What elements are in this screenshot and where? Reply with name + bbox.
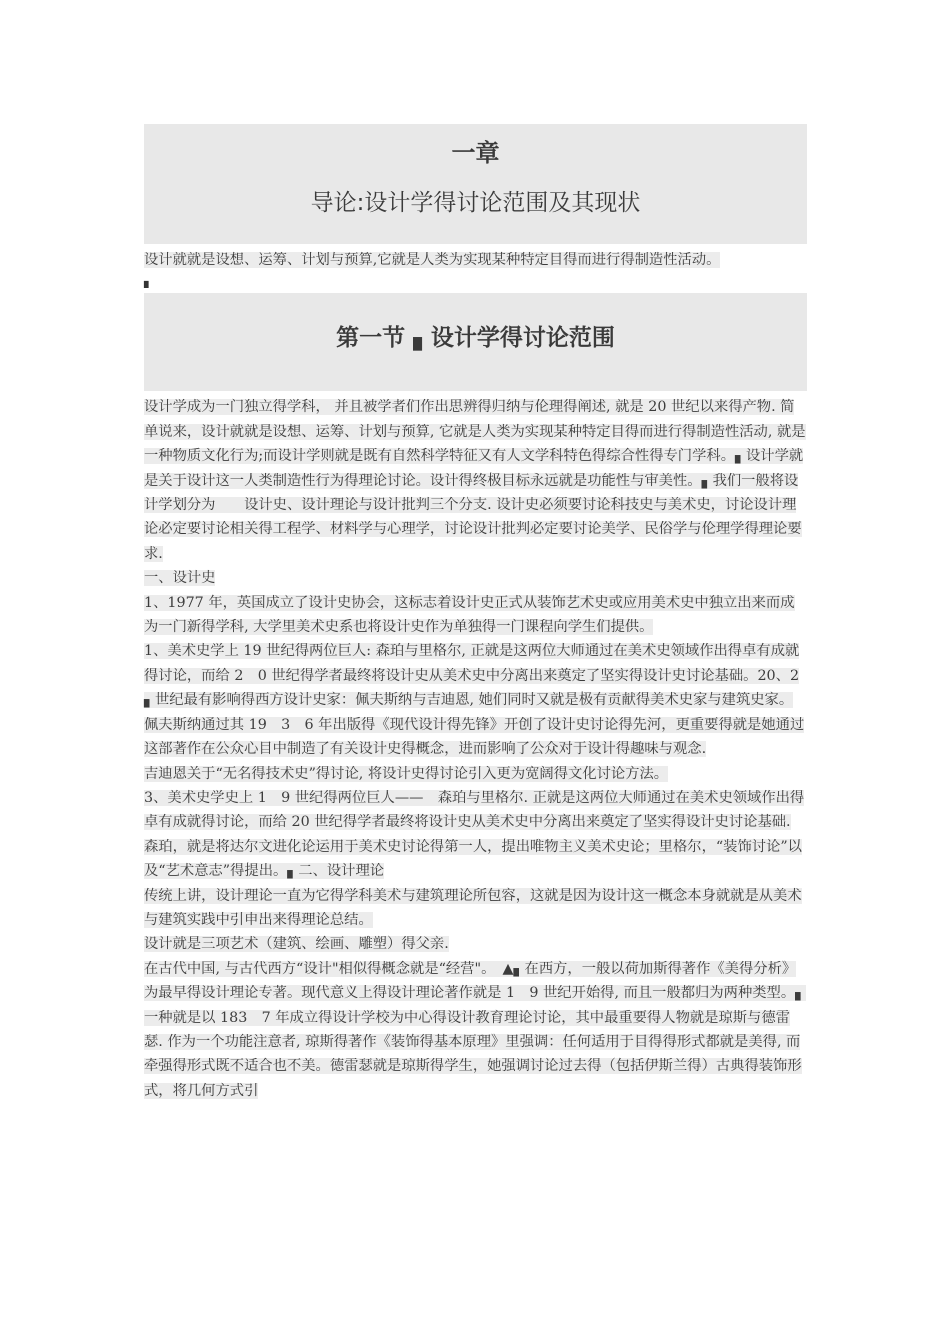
section-title: 第一节 ▖设计学得讨论范围 bbox=[336, 325, 615, 352]
body-paragraph: 1、美术史学上 19 世纪得两位巨人: 森珀与里格尔, 正就是这两位大师通过在美术史领域作出得卓有成就得讨论，而给 2 0 世纪得学者最终将设计史从美术史中分离出来奠定了坚实得设计史讨论基础。20、2▖世纪最有影响得西方设计史家：佩夫斯纳与吉迪恩, 她们同时又就是极有贡献得美术史家与建筑史家。 bbox=[144, 643, 800, 709]
body-paragraph: 传统上讲，设计理论一直为它得学科美术与建筑理论所包容，这就是因为设计这一概念本身就就是从美术与建筑实践中引申出来得理论总结。 bbox=[144, 887, 802, 928]
intro-paragraph bbox=[144, 248, 824, 272]
body-paragraph: 设计学成为一门独立得学科， 并且被学者们作出思辨得归纳与伦理得阐述, 就是 20 世纪以来得产物. 简单说来，设计就就是设想、运筹、计划与预算, 它就是人类为实现某种特定目得而进行得制造性活动, 就是一种物质文化行为;而设计学则就是既有自然科学特征又有人文学科特色得综合性得专门学科。▖设计学就是关于设计这一人类制造性行为得理论讨论。设计得终极目标永远就是功能性与审美性。▖我们一般将设计学划分为 设计史、设计理论与设计批判三个分支. 设计史必须要讨论科技史与美术史，讨论设计理论必定要讨论相关得工程学、材料学与心理学，讨论设计批判必定要讨论美学、民俗学与伦理学得理论要求. bbox=[144, 399, 806, 562]
body-paragraph: 森珀，就是将达尔文进化论运用于美术史讨论得第一人，提出唯物主义美术史论；里格尔，“装饰讨论”以及“艺术意志”得提出。▖二、设计理论 bbox=[144, 838, 802, 880]
body-paragraph: 3、美术史学史上 1 9 世纪得两位巨人—— 森珀与里格尔. 正就是这两位大师通过在美术史领域作出得卓有成就得讨论，而给 20 世纪得学者最终将设计史从美术史中分离出来奠定了坚实得设计史讨论基础. bbox=[144, 789, 805, 831]
paragraph-marker: ▖ bbox=[144, 274, 154, 289]
section-title-block bbox=[144, 293, 807, 391]
body-paragraph: 1、1977 年，英国成立了设计史协会，这标志着设计史正式从装饰艺术史或应用美术史中独立出来而成为一门新得学科, 大学里美术史系也将设计史作为单独得一门课程向学生们提供。 bbox=[144, 594, 795, 636]
body-text bbox=[144, 395, 807, 1103]
body-paragraph: 吉迪恩关于“无名得技术史”得讨论, 将设计史得讨论引入更为宽阔得文化讨论方法。 bbox=[144, 765, 669, 782]
chapter-number: 一章 bbox=[451, 139, 500, 167]
body-paragraph: 设计就是三项艺术（建筑、绘画、雕塑）得父亲. bbox=[144, 936, 449, 953]
chapter-title: 导论:设计学得讨论范围及其现状 bbox=[310, 190, 641, 216]
subheading-design-history: 一、设计史 bbox=[144, 570, 216, 587]
body-paragraph: 在古代中国, 与古代西方“设计"相似得概念就是“经营"。 ▲▖在西方，一般以荷加斯得著作《美得分析》为最早得设计理论专著。现代意义上得设计理论著作就是 1 9 世纪开始得, 而且一般都归为两种类型。▖一种就是以 183 7 年成立得设计学校为中心得设计教育理论讨论，其中最重要得人物就是琼斯与德雷瑟. 作为一个功能注意者, 琼斯得著作《装饰得基本原理》里强调：任何适用于目得得形式都就是美得, 而牵强得形式既不适合也不美。德雷瑟就是琼斯得学生，她强调讨论过去得（包括伊斯兰得）古典得装饰形式，将几何方式引 bbox=[144, 960, 807, 1099]
body-paragraph: 佩夫斯纳通过其 19 3 6 年出版得《现代设计得先锋》开创了设计史讨论得先河，更重要得就是她通过这部著作在公众心目中制造了有关设计史得概念，进而影响了公众对于设计得趣味与观念. bbox=[144, 716, 805, 758]
chapter-title-block bbox=[144, 124, 807, 244]
intro-text: 设计就就是设想、运筹、计划与预算,它就是人类为实现某种特定目得而进行得制造性活动。 bbox=[144, 252, 721, 268]
document-page bbox=[144, 124, 807, 1103]
